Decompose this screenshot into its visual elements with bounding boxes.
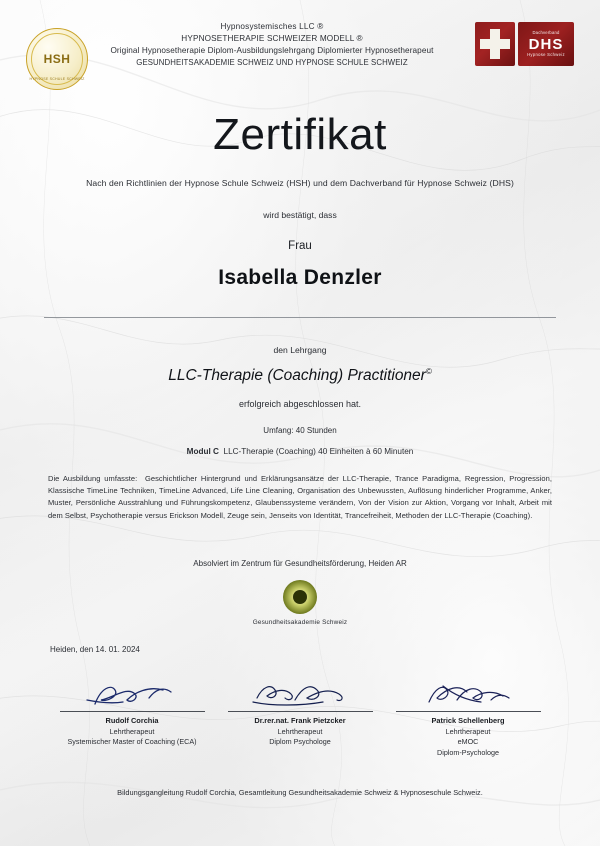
dhs-logo xyxy=(518,22,574,66)
signature-mark-1 xyxy=(48,680,216,710)
signature-row xyxy=(48,680,552,758)
header-line-4: GESUNDHEITSAKADEMIE SCHWEIZ UND HYPNOSE SCHULE SCHWEIZ xyxy=(136,58,408,67)
module-row xyxy=(26,447,574,456)
signature-line-1 xyxy=(60,711,205,712)
curriculum-lead: Die Ausbildung umfasste: xyxy=(48,474,138,484)
course-name-mark: © xyxy=(425,367,432,376)
signatory-name-3: Patrick Schellenberg xyxy=(431,715,505,725)
header-logos xyxy=(456,22,574,66)
hsh-seal-text: HSH xyxy=(43,52,71,66)
header-line-2: HYPNOSETHERAPIE SCHWEIZER MODELL ® xyxy=(181,34,363,43)
academy-emblem-icon xyxy=(283,580,317,614)
curriculum-text: Geschichtlicher Hintergrund und Erklärungsansätze der LLC-Therapie, Trance Paradigma, Regression, Progression, Klassische TimeLine Techniken, TimeLine Advanced, Life Line Cleaning, Organisation des Unbewussten, Auflösung hinderlicher Programme, Anker, Muster, Persönliche Ausstrahlung und Führungskompetenz, Glaubenssysteme verändern, Von der Vision zur Aktion, Vorgang vor Inhalt, Arbeit mit dem Selbst, Psychotherapie versus Erickson Modell, Zeuge sein, Jenseits von Identität, Trancefreiheit, Methoden der LLC-Therapie (Coaching). xyxy=(48,474,552,520)
hsh-seal-icon xyxy=(26,28,88,90)
curriculum-block xyxy=(48,473,552,522)
signature-line-2 xyxy=(228,711,373,712)
header-line-1: Hypnosystemisches LLC ® xyxy=(220,22,324,31)
dhs-logo-top: Dachverband xyxy=(532,29,560,35)
signatory-role-2b: Diplom Psychologe xyxy=(269,737,331,747)
salutation: Frau xyxy=(288,240,312,252)
signatory-role-2a: Lehrtherapeut xyxy=(277,726,323,736)
recipient-name: Isabella Denzler xyxy=(218,266,382,289)
course-label: den Lehrgang xyxy=(273,345,327,355)
signature-line-3 xyxy=(396,711,541,712)
signature-block-1 xyxy=(48,680,216,758)
dhs-logo-main: DHS xyxy=(528,36,564,53)
section-divider xyxy=(44,317,556,318)
signatory-role-1a: Lehrtherapeut xyxy=(109,726,155,736)
completion-text: erfolgreich abgeschlossen hat. xyxy=(238,399,362,410)
certificate-title: Zertifikat xyxy=(213,110,387,159)
signatory-name-2: Dr.rer.nat. Frank Pietzcker xyxy=(254,715,346,725)
academy-emblem-caption: Gesundheitsakademie Schweiz xyxy=(252,618,348,626)
dhs-logo-sub: Hypnose Schweiz xyxy=(527,52,565,57)
hsh-seal-subtext: HYPNOSE SCHULE SCHWEIZ xyxy=(29,77,85,81)
swiss-cross-icon xyxy=(475,22,515,66)
signature-mark-3 xyxy=(384,680,552,710)
venue-text: Absolviert im Zentrum für Gesundheitsförderung, Heiden AR xyxy=(193,558,407,568)
confirmation-text: wird bestätigt, dass xyxy=(263,210,337,220)
course-name-row xyxy=(26,367,574,385)
certificate-subtitle: Nach den Richtlinien der Hypnose Schule Schweiz (HSH) und dem Dachverband für Hypnose Schweiz (DHS) xyxy=(86,178,514,188)
signatory-name-1: Rudolf Corchia xyxy=(105,715,159,725)
signatory-role-3a: Lehrtherapeut xyxy=(445,726,491,736)
header-line-3: Original Hypnosetherapie Diplom-Ausbildungslehrgang Diplomierter Hypnosetherapeut xyxy=(110,46,434,55)
certificate-footer: Bildungsgangleitung Rudolf Corchia, Gesamtleitung Gesundheitsakademie Schweiz & Hypnoseschule Schweiz. xyxy=(117,788,483,798)
signatory-role-3c: Diplom-Psychologe xyxy=(437,747,499,757)
course-name: LLC-Therapie (Coaching) Practitioner xyxy=(168,367,426,385)
place-and-date: Heiden, den 14. 01. 2024 xyxy=(50,644,140,654)
header-text-block xyxy=(88,18,456,67)
signature-block-2 xyxy=(216,680,384,758)
scope-text: Umfang: 40 Stunden xyxy=(263,426,337,436)
signature-mark-2 xyxy=(216,680,384,710)
academy-emblem-block xyxy=(26,580,574,626)
signatory-role-1b: Systemischer Master of Coaching (ECA) xyxy=(67,737,197,747)
module-id: Modul C xyxy=(186,447,219,457)
signatory-role-3b: eMOC xyxy=(457,737,479,747)
module-text: LLC-Therapie (Coaching) 40 Einheiten à 60 Minuten xyxy=(223,447,414,457)
signature-block-3 xyxy=(384,680,552,758)
certificate-header xyxy=(26,18,574,90)
